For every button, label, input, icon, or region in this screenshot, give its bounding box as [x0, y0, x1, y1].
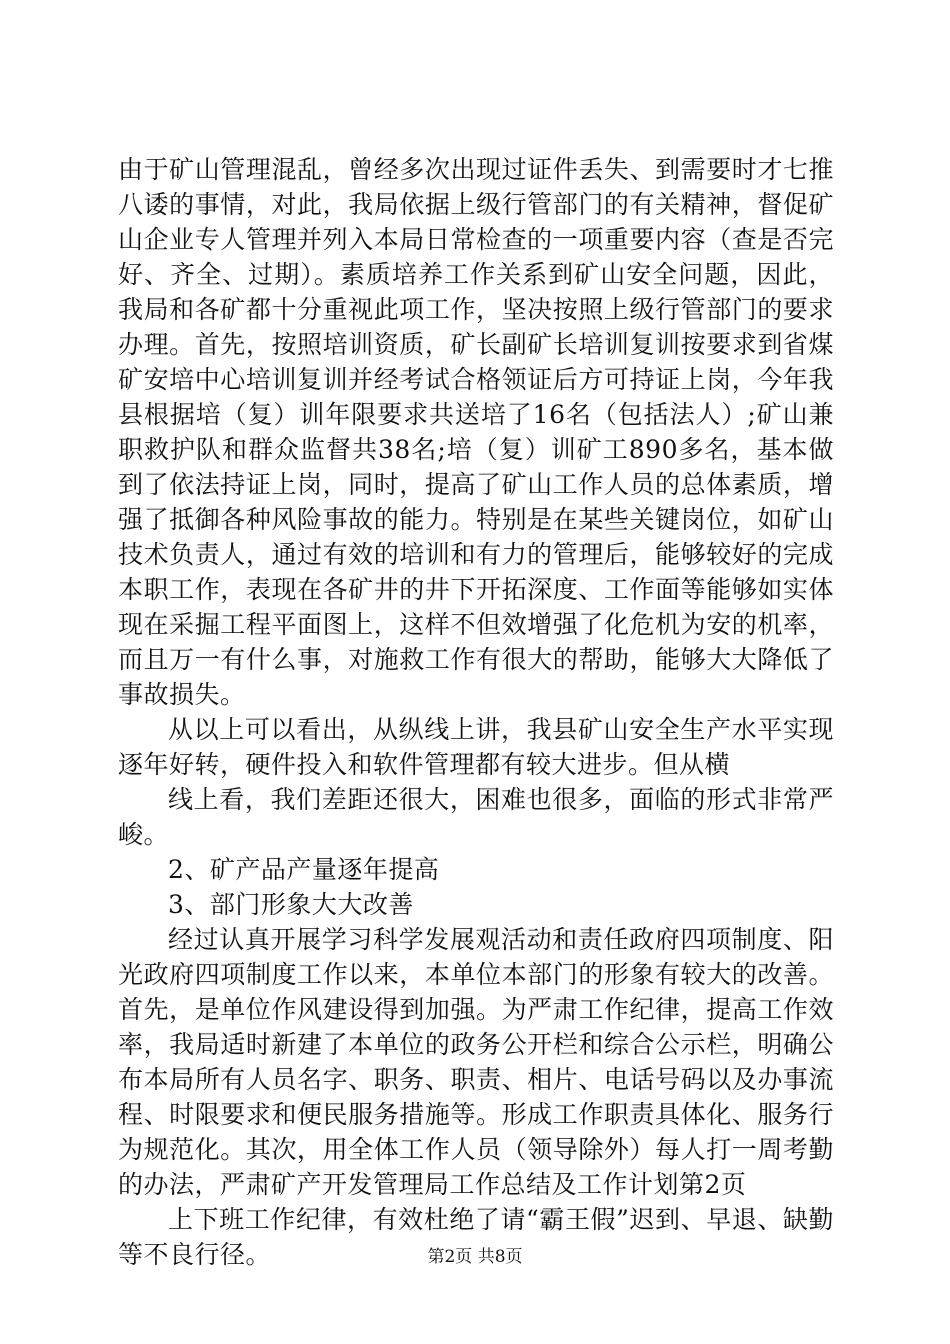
paragraph-summary-vertical: 从以上可以看出，从纵线上讲，我县矿山安全生产水平实现逐年好转，硬件投入和软件管理都有较大进步。但从横: [118, 715, 834, 779]
paragraph-department-image: 经过认真开展学习科学发展观活动和责任政府四项制度、阳光政府四项制度工作以来，本单位本部门的形象有较大的改善。首先，是单位作风建设得到加强。为严肃工作纪律，提高工作效率，我局适时新建了本单位的政务公开栏和综合公示栏，明确公布本局所有人员名字、职务、职责、相片、电话号码以及办事流程、时限要求和便民服务措施等。形成工作职责具体化、服务行为规范化。其次，用全体工作人员（领导除外）每人打一周考勤的办法，严肃矿产开发管理局工作总结及工作计划第2页: [118, 925, 834, 1199]
paragraph-summary-horizontal: 线上看，我们差距还很大，困难也很多，面临的形式非常严峻。: [118, 785, 834, 849]
paragraph-work-discipline: 上下班工作纪律，有效杜绝了请“霸王假”迟到、早退、缺勤等不良行径。: [118, 1205, 834, 1269]
heading-mineral-output: 2、矿产品产量逐年提高: [168, 855, 440, 884]
page-footer: 第2页 共8页: [427, 1247, 523, 1267]
heading-department-image: 3、部门形象大大改善: [168, 890, 414, 919]
document-body: [118, 152, 834, 1272]
paragraph-mine-management: 由于矿山管理混乱，曾经多次出现过证件丢失、到需要时才七推八诿的事情，对此，我局依据上级行管部门的有关精神，督促矿山企业专人管理并列入本局日常检查的一项重要内容（查是否完好、齐全、过期）。素质培养工作关系到矿山安全问题，因此，我局和各矿都十分重视此项工作，坚决按照上级行管部门的要求办理。首先，按照培训资质，矿长副矿长培训复训按要求到省煤矿安培中心培训复训并经考试合格领证后方可持证上岗，今年我县根据培（复）训年限要求共送培了16名（包括法人）;矿山兼职救护队和群众监督共38名;培（复）训矿工890多名，基本做到了依法持证上岗，同时，提高了矿山工作人员的总体素质，增强了抵御各种风险事故的能力。特别是在某些关键岗位，如矿山技术负责人，通过有效的培训和有力的管理后，能够较好的完成本职工作，表现在各矿井的井下开拓深度、工作面等能够如实体现在采掘工程平面图上，这样不但效增强了化危机为安的机率，而且万一有什么事，对施救工作有很大的帮助，能够大大降低了事故损失。: [118, 155, 834, 709]
